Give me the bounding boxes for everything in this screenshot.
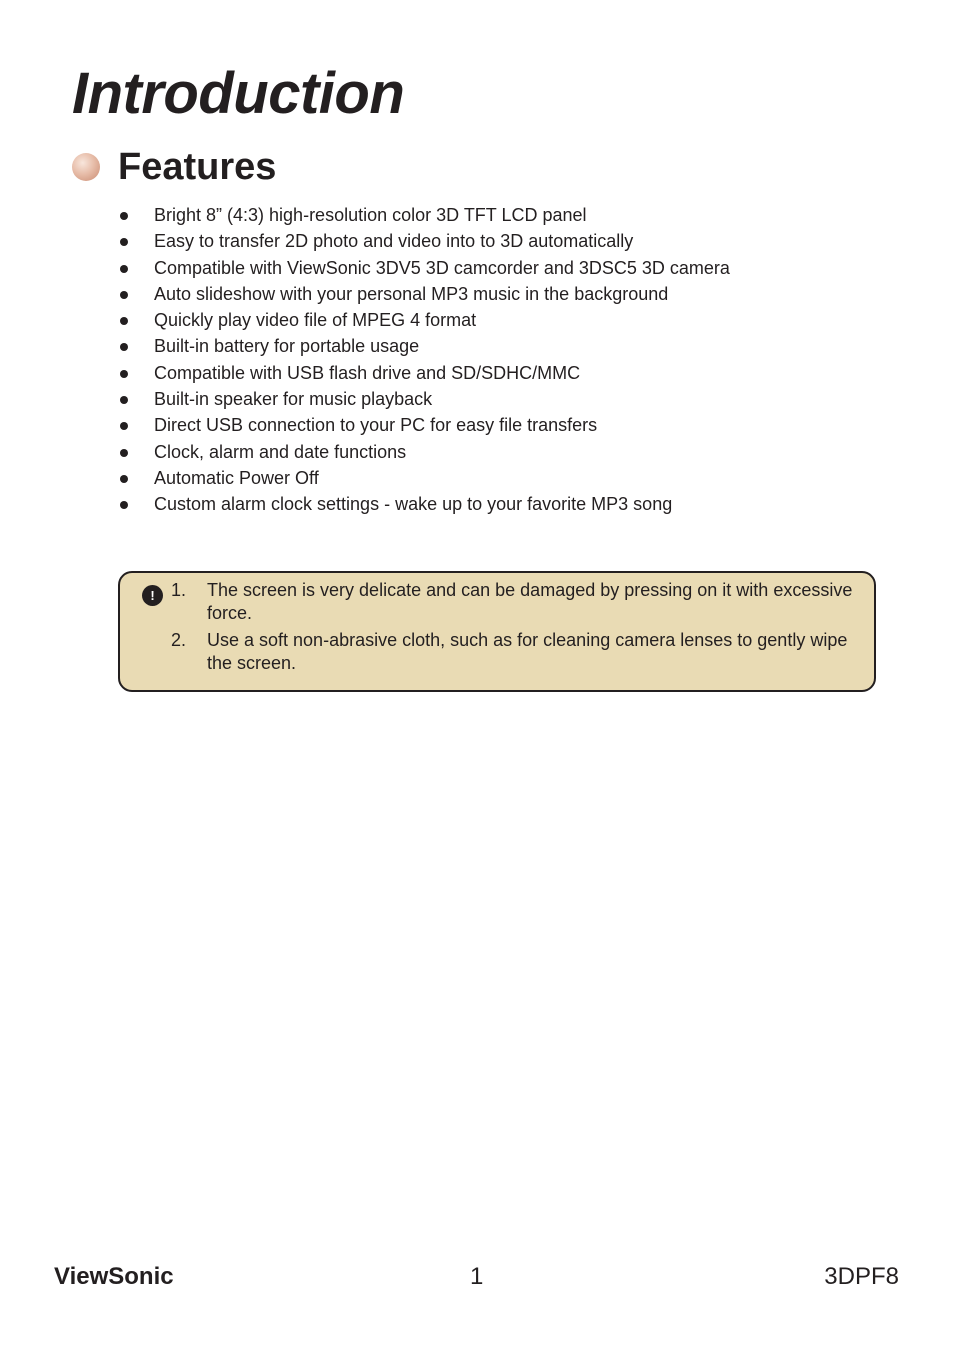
feature-item: Auto slideshow with your personal MP3 music in the background <box>118 281 730 307</box>
feature-item: Compatible with USB flash drive and SD/SDHC/MMC <box>118 360 730 386</box>
feature-item: Custom alarm clock settings - wake up to your favorite MP3 song <box>118 491 730 517</box>
feature-item: Bright 8” (4:3) high-resolution color 3D TFT LCD panel <box>118 202 730 228</box>
feature-item: Compatible with ViewSonic 3DV5 3D camcorder and 3DSC5 3D camera <box>118 255 730 281</box>
note-list <box>171 579 861 679</box>
footer-model: 3DPF8 <box>824 1263 899 1290</box>
footer-page-number: 1 <box>470 1263 484 1290</box>
sphere-bullet-icon <box>72 153 100 181</box>
feature-item: Automatic Power Off <box>118 465 730 491</box>
feature-item: Built-in battery for portable usage <box>118 333 730 359</box>
note-text: Use a soft non-abrasive cloth, such as for cleaning camera lenses to gently wipe the screen. <box>207 630 848 673</box>
section-title: Features <box>118 146 277 188</box>
note-number: 2. <box>171 630 187 650</box>
footer-brand: ViewSonic <box>54 1263 174 1290</box>
note-box <box>118 571 876 692</box>
section-heading <box>72 143 276 191</box>
feature-item: Built-in speaker for music playback <box>118 386 730 412</box>
feature-item: Quickly play video file of MPEG 4 format <box>118 307 730 333</box>
feature-item: Easy to transfer 2D photo and video into to 3D automatically <box>118 228 730 254</box>
features-list <box>118 202 730 518</box>
warning-icon: ! <box>142 585 163 606</box>
feature-item: Clock, alarm and date functions <box>118 439 730 465</box>
note-number: 1. <box>171 580 187 600</box>
note-item <box>171 629 861 675</box>
page-title: Introduction <box>72 61 405 126</box>
note-text: The screen is very delicate and can be damaged by pressing on it with excessive force. <box>207 580 853 623</box>
note-item <box>171 579 861 625</box>
feature-item: Direct USB connection to your PC for easy file transfers <box>118 412 730 438</box>
